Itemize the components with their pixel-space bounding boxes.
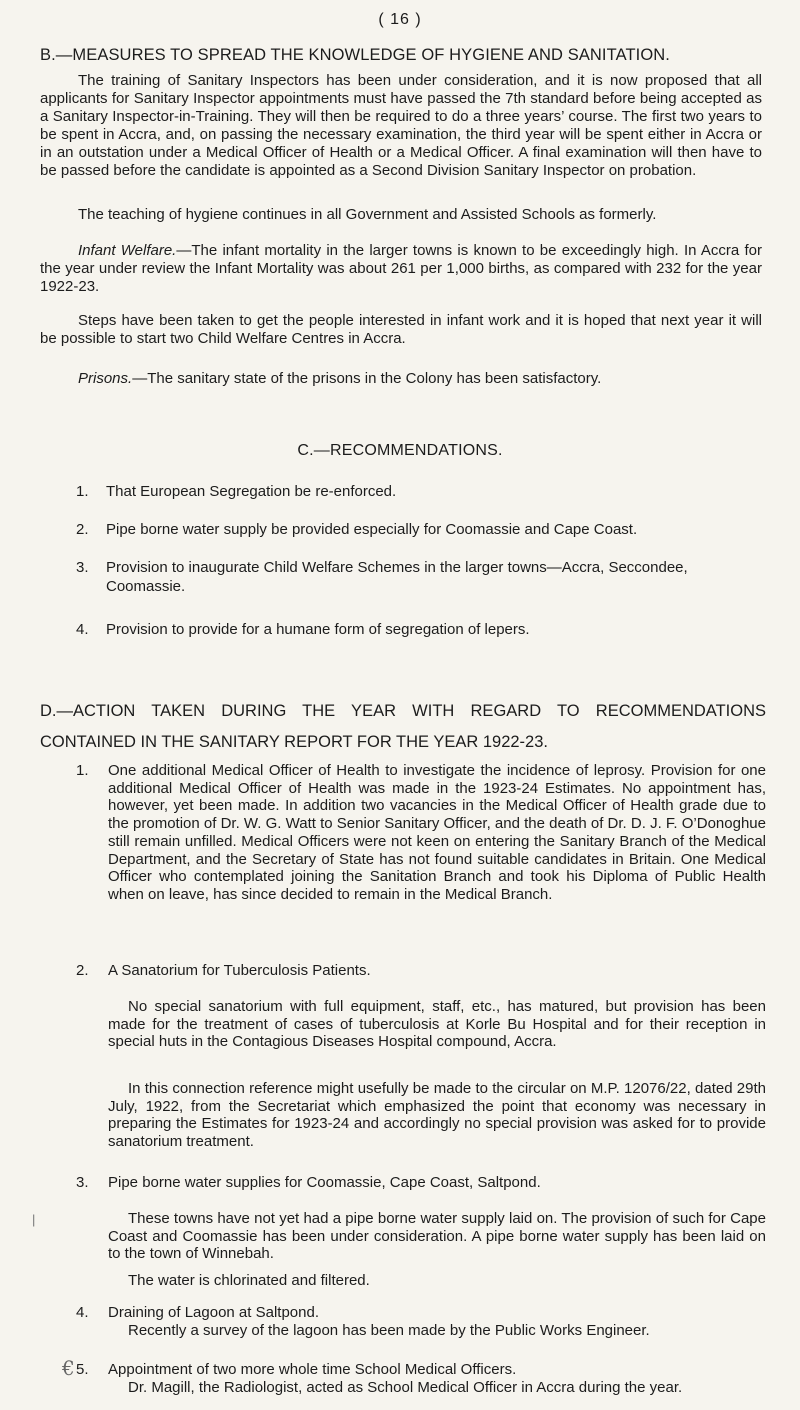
recommendation-text: That European Segregation be re-enforced.: [106, 483, 397, 500]
recommendation-number: 2.: [76, 521, 89, 538]
action-number: 4.: [76, 1304, 89, 1321]
section-c-heading: C.—RECOMMENDATIONS.: [297, 442, 503, 459]
action-title: Draining of Lagoon at Saltpond.: [108, 1304, 319, 1321]
action-item-3: [76, 1174, 766, 1192]
recommendation-number: 1.: [76, 483, 89, 500]
recommendation-item: [76, 482, 766, 501]
recommendation-item: [76, 620, 766, 639]
action-number: 2.: [76, 962, 89, 979]
action-2-paragraph-2: In this connection reference might usefully be made to the circular on M.P. 12076/22, dated 29th July, 1922, from the Secretariat which emphasized the point that economy was necessary in preparing the Estimates for 1923-24 and accordingly no special provision was asked for to provide sanatorium treatment.: [108, 1080, 766, 1151]
recommendation-text: Provision to provide for a humane form of segregation of lepers.: [106, 621, 530, 638]
infant-welfare-text: —The infant mortality in the larger towns is known to be exceedingly high. In Accra for the year under review the Infant Mortality was about 261 per 1,000 births, as compared with 232 for the year 1922-23.: [40, 242, 762, 295]
section-b-paragraph-4: Steps have been taken to get the people interested in infant work and it is hoped that next year it will be possible to start two Child Welfare Centres in Accra.: [40, 312, 762, 347]
action-title: Pipe borne water supplies for Coomassie, Cape Coast, Saltpond.: [108, 1174, 541, 1191]
recommendation-number: 4.: [76, 621, 89, 638]
recommendation-item: [76, 558, 766, 596]
action-3-paragraph-2: The water is chlorinated and filtered.: [128, 1272, 370, 1289]
action-5-paragraph-1: Dr. Magill, the Radiologist, acted as School Medical Officer in Accra during the year.: [128, 1379, 683, 1396]
infant-welfare-paragraph: [40, 242, 762, 296]
action-number: 5.: [76, 1361, 89, 1378]
infant-welfare-label: Infant Welfare.: [78, 242, 177, 259]
action-title: Appointment of two more whole time School Medical Officers.: [108, 1361, 517, 1378]
prisons-label: Prisons.: [78, 370, 133, 387]
page-number: ( 16 ): [378, 11, 422, 28]
margin-mark-decoration: €: [62, 1356, 75, 1380]
action-item-1: [76, 762, 766, 904]
action-item-5: [76, 1361, 766, 1379]
margin-tick-decoration: |: [32, 1212, 36, 1227]
section-b-heading: B.—MEASURES TO SPREAD THE KNOWLEDGE OF HYGIENE AND SANITATION.: [40, 46, 670, 64]
recommendation-text: Pipe borne water supply be provided especially for Coomassie and Cape Coast.: [106, 521, 638, 538]
action-4-paragraph-1: Recently a survey of the lagoon has been made by the Public Works Engineer.: [128, 1322, 650, 1339]
recommendation-number: 3.: [76, 559, 89, 576]
recommendation-item: [76, 520, 766, 539]
action-text: One additional Medical Officer of Health to investigate the incidence of leprosy. Provision for one additional Medical Officer of Health was made in the 1923-24 Estimates. No appointment has, however, yet been made. In addition two vacancies in the Medical Officer of Health grade due to the promotion of Dr. W. G. Watt to Senior Sanitary Officer, and the death of Dr. D. J. F. O’Donoghue still remain unfilled. Medical Officers were not keen on entering the Sanitary Branch of the Medical Department, and the Secretary of State has not found suitable candidates in Britain. One Medical Officer who contemplated joining the Sanitation Branch and took his Diploma of Public Health when on leave, has since decided to remain in the Medical Branch.: [108, 762, 766, 903]
action-number: 3.: [76, 1174, 89, 1191]
action-title: A Sanatorium for Tuberculosis Patients.: [108, 962, 371, 979]
section-b-paragraph-2: The teaching of hygiene continues in all Government and Assisted Schools as formerly.: [78, 206, 657, 223]
action-item-2: [76, 962, 766, 980]
action-number: 1.: [76, 762, 89, 779]
action-3-paragraph-1: These towns have not yet had a pipe borne water supply laid on. The provision of such for Cape Coast and Coomassie has been under consideration. A pipe borne water supply has been laid on to the town of Winnebah.: [108, 1210, 766, 1263]
prisons-text: —The sanitary state of the prisons in the Colony has been satisfactory.: [132, 370, 602, 387]
action-2-paragraph-1: No special sanatorium with full equipment, staff, etc., has matured, but provision has been made for the treatment of cases of tuberculosis at Korle Bu Hospital and for their reception in special huts in the Contagious Diseases Hospital compound, Accra.: [108, 998, 766, 1051]
recommendation-text: Provision to inaugurate Child Welfare Schemes in the larger towns—Accra, Seccondee, Coomassie.: [106, 559, 688, 595]
prisons-paragraph: [40, 370, 762, 388]
section-d-heading: D.—ACTION TAKEN DURING THE YEAR WITH REGARD TO RECOMMENDATIONS CONTAINED IN THE SANITARY REPORT FOR THE YEAR 1922-23.: [40, 702, 766, 751]
section-b-paragraph-1: The training of Sanitary Inspectors has been under consideration, and it is now proposed that all applicants for Sanitary Inspector appointments must have passed the 7th standard before being accepted as a Sanitary Inspector-in-Training. They will then be required to do a three years’ course. The first two years to be spent in Accra, and, on passing the necessary examination, the third year will be spent either in Accra or in an outstation under a Medical Officer of Health or a Medical Officer. A final examination will then have to be passed before the candidate is appointed as a Second Division Sanitary Inspector on probation.: [40, 72, 762, 179]
action-item-4: [76, 1304, 766, 1322]
